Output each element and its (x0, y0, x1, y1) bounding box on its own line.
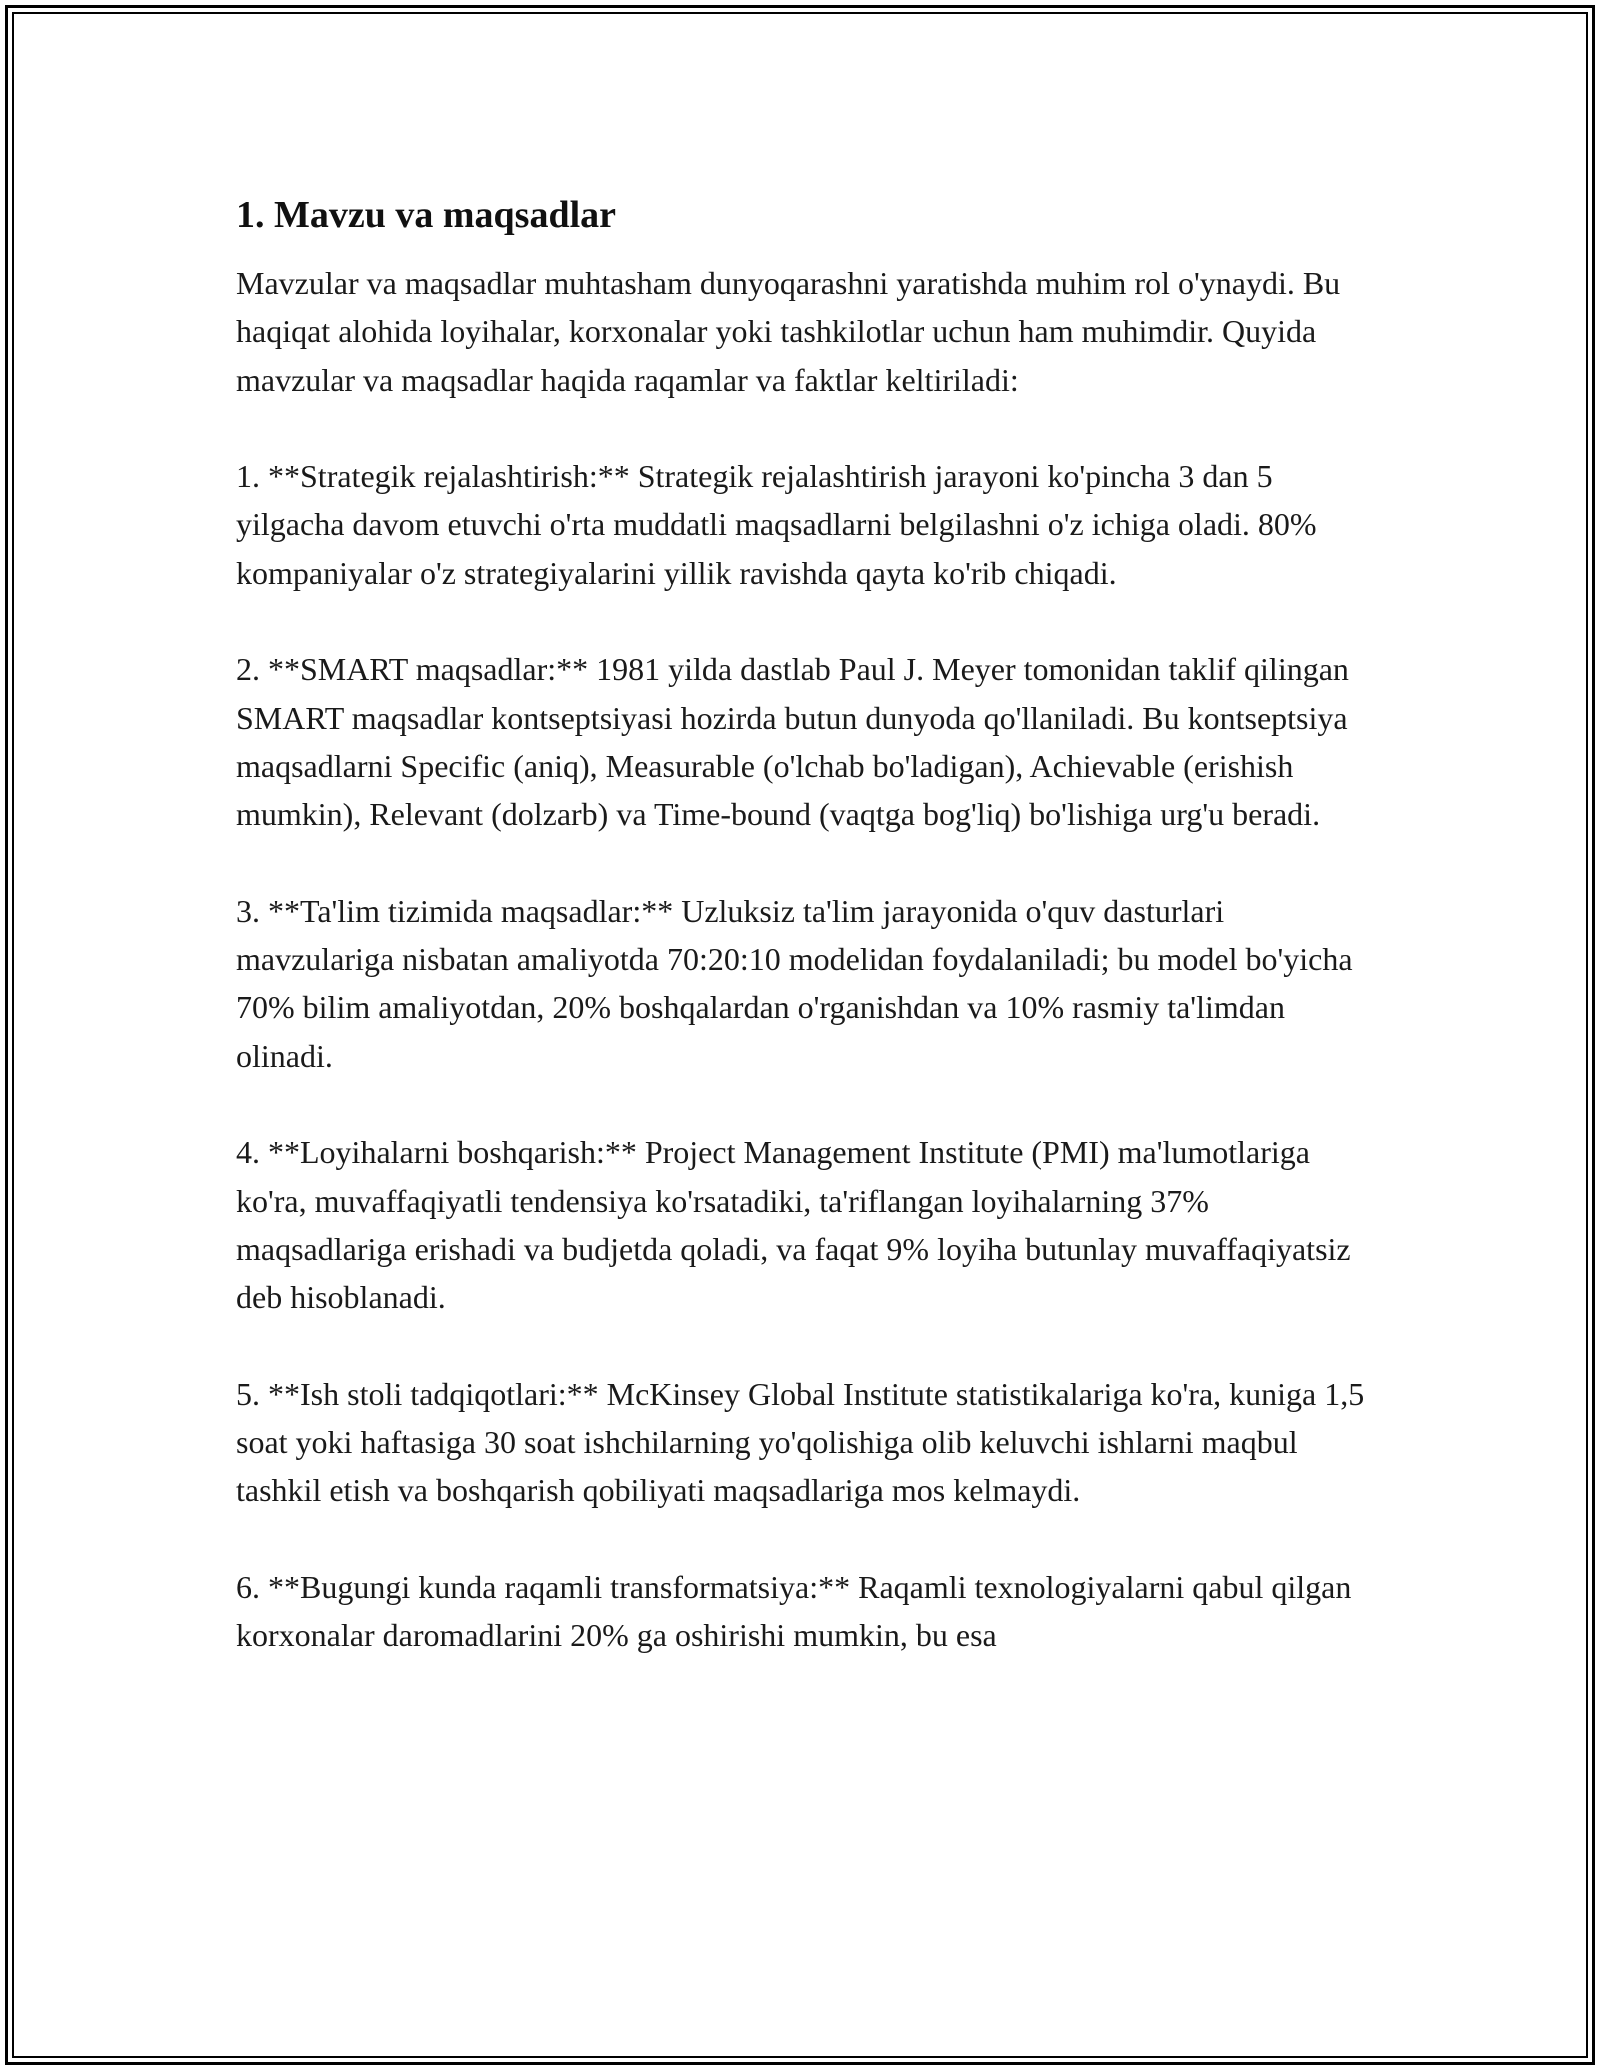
item-digital-transformation: 6. **Bugungi kunda raqamli transformatsiya:** Raqamli texnologiyalarni qabul qilgan korxonalar daromadlarini 20% ga oshirishi mumkin, bu esa (236, 1569, 1352, 1654)
item-education-goals: 3. **Ta'lim tizimida maqsadlar:** Uzluksiz ta'lim jarayonida o'quv dasturlari mavzulariga nisbatan amaliyotda 70:20:10 modelidan foydalaniladi; bu model bo'yicha 70% bilim amaliyotdan, 20% boshqalardan o'rganishdan va 10% rasmiy ta'limdan olinadi. (236, 892, 1353, 1074)
document-body (236, 185, 1386, 1660)
item-project-management: 4. **Loyihalarni boshqarish:** Project Management Institute (PMI) ma'lumotlariga ko'ra, muvaffaqiyatli tendensiya ko'rsatadiki, ta'riflangan loyihalarning 37% maqsadlariga erishadi va budjetda qoladi, va faqat 9% loyiha butunlay muvaffaqiyatsiz deb hisoblanadi. (236, 1134, 1351, 1316)
item-smart-goals: 2. **SMART maqsadlar:** 1981 yilda dastlab Paul J. Meyer tomonidan taklif qilingan SMART maqsadlar kontseptsiyasi hozirda butun dunyoda qo'llaniladi. Bu kontseptsiya maqsadlarni Specific (aniq), Measurable (o'lchab bo'ladigan), Achievable (erishish mumkin), Relevant (dolzarb) va Time-bound (vaqtga bog'liq) bo'lishiga urg'u beradi. (236, 651, 1349, 833)
intro-paragraph: Mavzular va maqsadlar muhtasham dunyoqarashni yaratishda muhim rol o'ynaydi. Bu haqiqat alohida loyihalar, korxonalar yoki tashkilotlar uchun ham muhimdir. Quyida mavzular va maqsadlar haqida raqamlar va faktlar keltiriladi: (236, 265, 1341, 398)
item-desk-research: 5. **Ish stoli tadqiqotlari:** McKinsey Global Institute statistikalariga ko'ra, kuniga 1,5 soat yoki haftasiga 30 soat ishchilarning yo'qolishiga olib keluvchi ishlarni maqbul tashkil etish va boshqarish qobiliyati maqsadlariga mos kelmaydi. (236, 1375, 1365, 1509)
item-strategic-planning: 1. **Strategik rejalashtirish:** Strategik rejalashtirish jarayoni ko'pincha 3 dan 5 yilgacha davom etuvchi o'rta muddatli maqsadlarni belgilashni o'z ichiga oladi. 80% kompaniyalar o'z strategiyalarini yillik ravishda qayta ko'rib chiqadi. (236, 458, 1317, 591)
section-title: 1. Mavzu va maqsadlar (236, 194, 616, 236)
